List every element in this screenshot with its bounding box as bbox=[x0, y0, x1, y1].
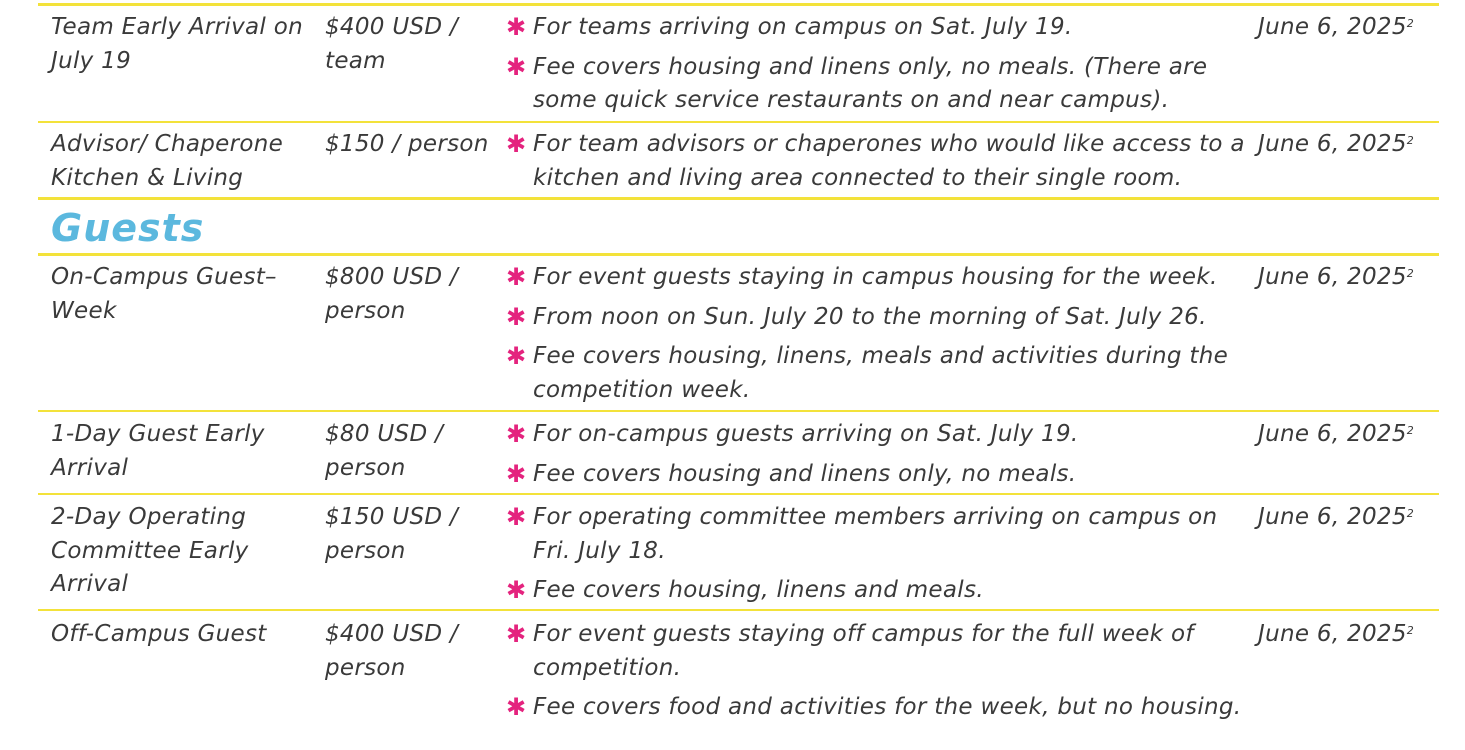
table-rule bbox=[38, 253, 1439, 256]
item-name: 2-Day Operating Committee Early Arrival bbox=[51, 504, 249, 597]
list-item: ✱ For on-campus guests arriving on Sat. July 19. bbox=[506, 418, 1246, 452]
list-item: ✱ For team advisors or chaperones who would like access to a kitchen and living area connected to their single room. bbox=[506, 130, 1245, 191]
table-row bbox=[38, 501, 1439, 609]
list-item: ✱ For operating committee members arriving on campus on Fri. July 18. bbox=[506, 503, 1218, 564]
item-deadline: June 6, 2025$^2$ bbox=[1258, 264, 1415, 290]
item-price: $150 USD / person bbox=[325, 504, 459, 564]
list-item: ✱ Fee covers food and activities for the week, but no housing. bbox=[506, 691, 1246, 725]
item-name: On-Campus Guest–Week bbox=[51, 264, 277, 324]
footnote-marker: 2 bbox=[1406, 624, 1415, 637]
list-item: ✱ For event guests staying off campus for the full week of competition. bbox=[506, 620, 1194, 681]
item-description bbox=[506, 261, 1246, 407]
section-header bbox=[38, 203, 1439, 253]
table-rule bbox=[38, 493, 1439, 495]
table-rule bbox=[38, 197, 1439, 200]
item-deadline: June 6, 2025$^2$ bbox=[1258, 421, 1415, 447]
item-price: $400 USD / person bbox=[325, 621, 459, 681]
list-item: ✱ For event guests staying in campus housing for the week. bbox=[506, 261, 1246, 295]
asterisk-bullet-icon: ✱ bbox=[506, 13, 527, 41]
list-item: ✱ Fee covers housing and linens only, no meals. (There are some quick service restaurants on and near campus). bbox=[506, 52, 1208, 113]
list-item: ✱ For teams arriving on campus on Sat. July 19. bbox=[506, 11, 1246, 45]
list-item: ✱ Fee covers housing, linens, meals and activities during the competition week. bbox=[506, 342, 1229, 403]
table-row bbox=[38, 261, 1439, 409]
footnote-marker: 2 bbox=[1406, 424, 1415, 437]
asterisk-bullet-icon: ✱ bbox=[506, 459, 527, 488]
asterisk-bullet-icon: ✱ bbox=[506, 503, 527, 531]
footnote-marker: 2 bbox=[1406, 267, 1415, 280]
table-row bbox=[38, 618, 1439, 750]
asterisk-bullet-icon: ✱ bbox=[506, 693, 527, 721]
list-item: ✱ From noon on Sun. July 20 to the morning of Sat. July 26. bbox=[506, 301, 1246, 335]
item-price: $800 USD / person bbox=[325, 264, 459, 324]
item-name: Off-Campus Guest bbox=[51, 621, 267, 647]
asterisk-bullet-icon: ✱ bbox=[506, 302, 527, 331]
asterisk-bullet-icon: ✱ bbox=[506, 620, 527, 648]
table-row bbox=[38, 418, 1439, 492]
table-row bbox=[38, 128, 1439, 196]
item-deadline: June 6, 2025$^2$ bbox=[1258, 14, 1415, 40]
item-description bbox=[506, 618, 1246, 725]
item-description bbox=[506, 501, 1246, 608]
item-description bbox=[506, 11, 1246, 118]
item-name: 1-Day Guest Early Arrival bbox=[51, 421, 265, 481]
item-price: $150 / person bbox=[325, 131, 489, 157]
footnote-marker: 2 bbox=[1406, 507, 1415, 520]
item-price: $80 USD / person bbox=[325, 421, 444, 481]
item-name: Team Early Arrival on July 19 bbox=[51, 14, 303, 74]
item-deadline: June 6, 2025$^2$ bbox=[1258, 131, 1415, 157]
item-name: Advisor/ Chaperone Kitchen & Living bbox=[51, 131, 284, 191]
list-item: ✱ Fee covers housing, linens and meals. bbox=[506, 574, 1246, 608]
section-title: Guests bbox=[51, 206, 205, 250]
item-deadline: June 6, 2025$^2$ bbox=[1258, 504, 1415, 530]
table-rule bbox=[38, 609, 1439, 611]
asterisk-bullet-icon: ✱ bbox=[506, 420, 527, 448]
footnote-marker: 2 bbox=[1406, 134, 1415, 147]
list-item: ✱ Fee covers housing and linens only, no meals. bbox=[506, 458, 1246, 492]
table-rule bbox=[38, 410, 1439, 412]
table-rule bbox=[38, 3, 1439, 6]
footnote-marker: 2 bbox=[1406, 17, 1415, 30]
table-rule bbox=[38, 121, 1439, 123]
table-row bbox=[38, 11, 1439, 121]
item-deadline: June 6, 2025$^2$ bbox=[1258, 621, 1415, 647]
item-price: $400 USD / team bbox=[325, 14, 459, 74]
asterisk-bullet-icon: ✱ bbox=[506, 342, 527, 370]
item-description bbox=[506, 418, 1246, 491]
item-description bbox=[506, 128, 1246, 195]
asterisk-bullet-icon: ✱ bbox=[506, 52, 527, 81]
asterisk-bullet-icon: ✱ bbox=[506, 130, 527, 158]
asterisk-bullet-icon: ✱ bbox=[506, 576, 527, 604]
asterisk-bullet-icon: ✱ bbox=[506, 263, 527, 291]
